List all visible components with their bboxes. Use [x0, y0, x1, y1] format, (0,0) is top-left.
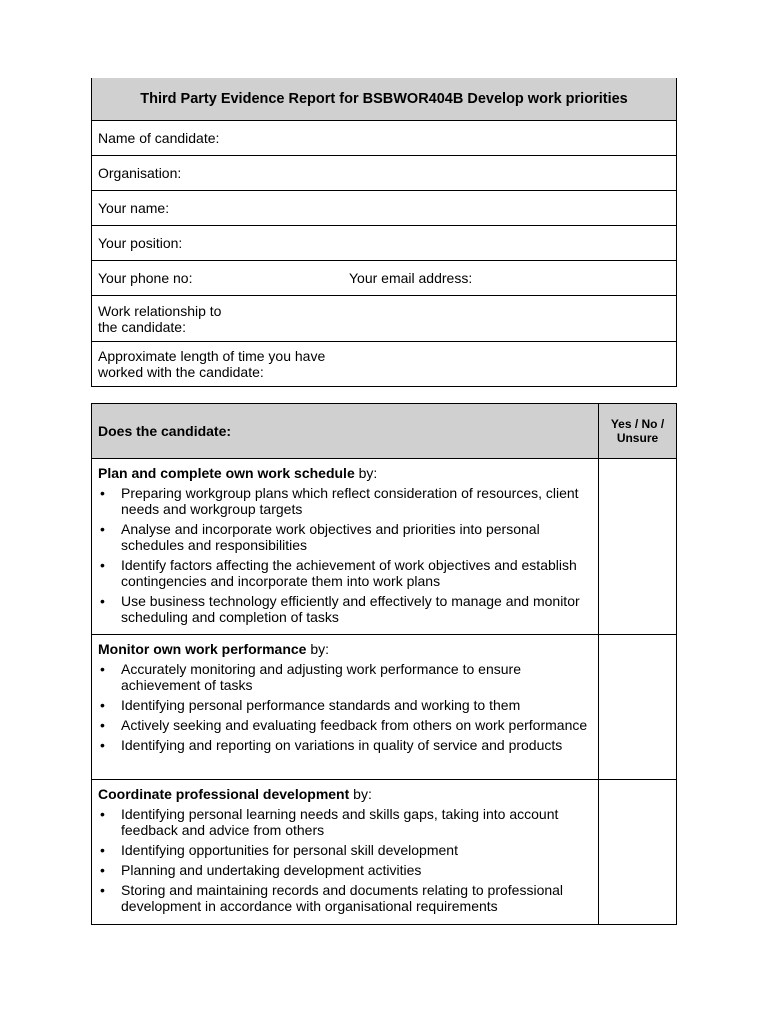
email-label: Your email address: [349, 270, 473, 286]
answer-header [599, 404, 676, 458]
length-field[interactable] [92, 341, 676, 386]
relationship-field[interactable] [92, 295, 676, 341]
section-title: Plan and complete own work schedule by: [98, 465, 378, 481]
organisation-field[interactable] [92, 155, 676, 190]
list-item: • Identify factors affecting the achievement of work objectives and establish contingencies and incorporate them into work plans [98, 557, 592, 589]
list-item: • Storing and maintaining records and documents relating to professional development in accordance with organisational requirements [98, 882, 592, 914]
organisation-label: Organisation: [98, 165, 182, 181]
answer-cell[interactable] [599, 780, 676, 924]
section-title: Monitor own work performance by: [98, 641, 330, 657]
form-title: Third Party Evidence Report for BSBWOR404B Develop work priorities [92, 78, 676, 120]
candidate-name-label: Name of candidate: [98, 130, 220, 146]
list-item: • Identifying personal performance standards and working to them [98, 697, 592, 713]
section-title: Coordinate professional development by: [98, 786, 372, 802]
list-item: • Identifying personal learning needs and skills gaps, taking into account feedback and advice from others [98, 806, 592, 838]
answer-header-line2: Unsure [616, 431, 659, 445]
your-position-label: Your position: [98, 235, 183, 251]
your-name-label: Your name: [98, 200, 170, 216]
checklist-table [91, 403, 677, 925]
list-item: • Planning and undertaking development activities [98, 862, 592, 878]
candidate-name-field[interactable] [92, 120, 676, 155]
contact-row[interactable] [92, 260, 676, 295]
phone-label: Your phone no: [98, 270, 193, 286]
list-item: • Actively seeking and evaluating feedback from others on work performance [98, 717, 592, 733]
your-position-field[interactable] [92, 225, 676, 260]
list-item: • Analyse and incorporate work objectives and priorities into personal schedules and responsibilities [98, 521, 592, 553]
section-monitor-performance [92, 635, 676, 780]
question-header: Does the candidate: [92, 404, 599, 458]
relationship-label-line1: Work relationship to [98, 302, 222, 319]
length-label-line2: worked with the candidate: [98, 364, 264, 380]
criteria-list [98, 806, 592, 914]
answer-header-line1: Yes / No / [610, 417, 665, 431]
length-label-line1: Approximate length of time you have [98, 348, 326, 364]
section-plan-schedule [92, 459, 676, 635]
criteria-list [98, 661, 592, 753]
list-item: • Accurately monitoring and adjusting work performance to ensure achievement of tasks [98, 661, 592, 693]
section-professional-development [92, 780, 676, 924]
list-item: • Preparing workgroup plans which reflect consideration of resources, client needs and workgroup targets [98, 485, 592, 517]
list-item: • Identifying opportunities for personal skill development [98, 842, 592, 858]
relationship-label-line2: the candidate: [98, 318, 186, 335]
answer-cell[interactable] [599, 635, 676, 779]
answer-cell[interactable] [599, 459, 676, 634]
list-item: • Identifying and reporting on variations in quality of service and products [98, 737, 592, 753]
checklist-header [92, 404, 676, 459]
your-name-field[interactable] [92, 190, 676, 225]
candidate-details-table [91, 78, 677, 387]
criteria-list [98, 485, 592, 625]
list-item: • Use business technology efficiently and effectively to manage and monitor scheduling and completion of tasks [98, 593, 592, 625]
